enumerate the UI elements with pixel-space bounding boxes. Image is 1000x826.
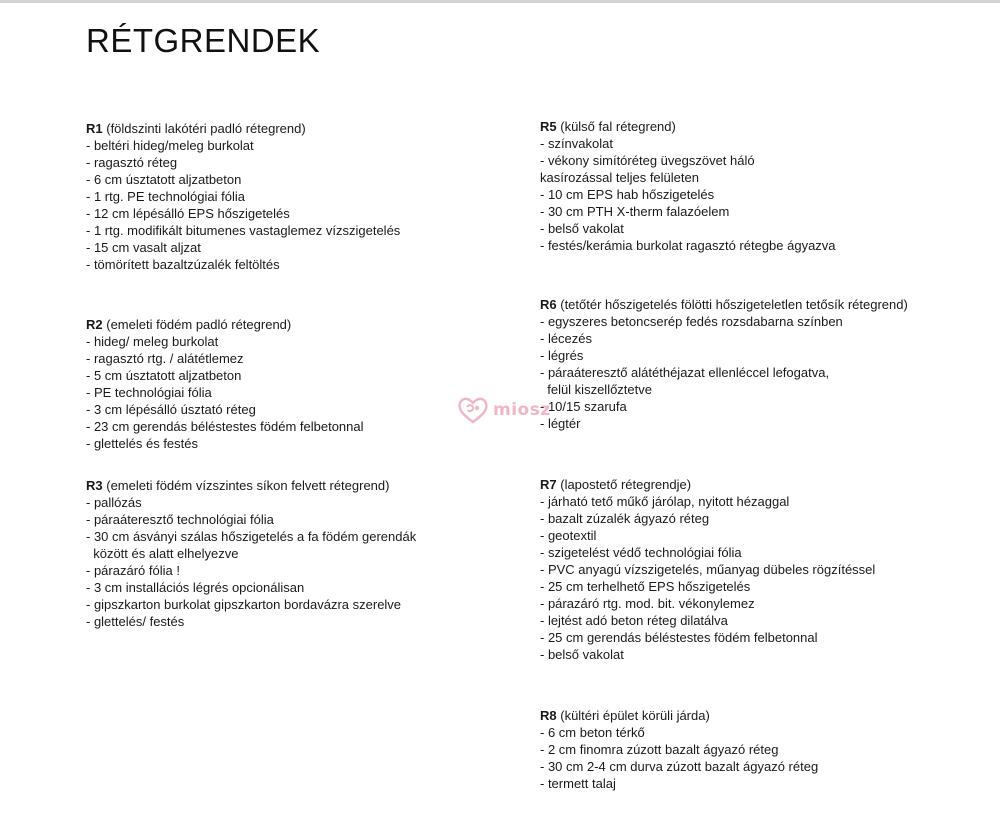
layer-section-r2 [86, 316, 526, 452]
layer-item: - szigetelést védő technológiai fólia [540, 545, 742, 560]
section-description: (tetőtér hőszigetelés fölötti hőszigeteletlen tetősík rétegrend) [556, 297, 908, 312]
layer-item: - 1 rtg. modifikált bitumenes vastaglemez vízszigetelés [86, 223, 401, 238]
section-description: (emeleti födém padló rétegrend) [102, 317, 292, 332]
layer-item: - lejtést adó beton réteg dilatálva [540, 613, 728, 628]
layer-item: - egyszeres betoncserép fedés rozsdabarna színben [540, 314, 843, 329]
layer-item: - PE technológiai fólia [86, 385, 212, 400]
page-title: RÉTGRENDEK [86, 22, 321, 59]
section-code: R1 [86, 121, 103, 136]
layer-item: - glettelés és festés [86, 436, 198, 451]
section-heading [540, 296, 980, 313]
layer-item: - páraáteresztő technológiai fólia [86, 512, 274, 527]
layer-item: - 25 cm terhelhető EPS hőszigetelés [540, 579, 751, 594]
section-heading [540, 476, 980, 493]
layer-list [86, 494, 526, 630]
layer-item: - belső vakolat [540, 221, 624, 236]
layer-section-r7 [540, 476, 980, 663]
layer-list [540, 135, 980, 254]
layer-item: - légtér [540, 416, 581, 431]
section-code: R2 [86, 317, 103, 332]
layer-item: - festés/kerámia burkolat ragasztó rétegbe ágyazva [540, 238, 836, 253]
layer-item: - 5 cm úsztatott aljzatbeton [86, 368, 242, 383]
layer-section-r6 [540, 296, 980, 432]
layer-list [86, 137, 526, 273]
layer-item: - párazáró rtg. mod. bit. vékonylemez [540, 596, 755, 611]
layer-list [540, 724, 980, 792]
section-code: R5 [540, 119, 557, 134]
section-heading [86, 120, 526, 137]
top-border-line [0, 0, 1000, 3]
layer-item: - PVC anyagú vízszigetelés, műanyag dübeles rögzítéssel [540, 562, 876, 577]
watermark [456, 395, 551, 425]
layer-item: - geotextil [540, 528, 597, 543]
layer-item: - bazalt zúzalék ágyazó réteg [540, 511, 710, 526]
layer-list [86, 333, 526, 452]
section-description: (kültéri épület körüli járda) [556, 708, 710, 723]
layer-item: - párazáró fólia ! [86, 563, 180, 578]
section-heading [86, 316, 526, 333]
layer-item: - színvakolat [540, 136, 613, 151]
section-heading [540, 118, 980, 135]
layer-section-r8 [540, 707, 980, 792]
section-description: (külső fal rétegrend) [556, 119, 676, 134]
layer-item: - 15 cm vasalt aljzat [86, 240, 201, 255]
layer-item: - 30 cm PTH X-therm falazóelem [540, 204, 730, 219]
section-description: (földszinti lakótéri padló rétegrend) [102, 121, 306, 136]
layer-item: - 10/15 szarufa [540, 399, 627, 414]
section-code: R3 [86, 478, 103, 493]
layer-list [540, 493, 980, 663]
layer-item: - 23 cm gerendás béléstestes födém felbetonnal [86, 419, 364, 434]
section-heading [86, 477, 526, 494]
layer-item: - 6 cm beton térkő [540, 725, 645, 740]
layer-item: felül kiszellőztetve [540, 382, 652, 397]
section-heading [540, 707, 980, 724]
heart-swirl-logo-icon [456, 395, 490, 425]
layer-item: - 30 cm ásványi szálas hőszigetelés a fa födém gerendák [86, 529, 417, 544]
layer-item: - lécezés [540, 331, 593, 346]
layer-item: kasírozással teljes felületen [540, 170, 699, 185]
layer-section-r1 [86, 120, 526, 273]
layer-item: - 12 cm lépésálló EPS hőszigetelés [86, 206, 290, 221]
layer-item: - ragasztó rtg. / alátétlemez [86, 351, 244, 366]
layer-section-r5 [540, 118, 980, 254]
layer-list [540, 313, 980, 432]
layer-item: - 30 cm 2-4 cm durva zúzott bazalt ágyazó réteg [540, 759, 819, 774]
layer-item: - 6 cm úsztatott aljzatbeton [86, 172, 242, 187]
layer-item: között és alatt elhelyezve [86, 546, 239, 561]
layer-item: - 10 cm EPS hab hőszigetelés [540, 187, 715, 202]
section-description: (emeleti födém vízszintes síkon felvett rétegrend) [102, 478, 390, 493]
section-code: R6 [540, 297, 557, 312]
layer-item: - hideg/ meleg burkolat [86, 334, 219, 349]
layer-item: - 2 cm finomra zúzott bazalt ágyazó réteg [540, 742, 779, 757]
layer-section-r3 [86, 477, 526, 630]
layer-item: - páraáteresztő alátéthéjazat ellenléccel lefogatva, [540, 365, 830, 380]
section-code: R7 [540, 477, 557, 492]
watermark-text: miosz [493, 400, 551, 420]
layer-item: - termett talaj [540, 776, 616, 791]
layer-item: - 25 cm gerendás béléstestes födém felbetonnal [540, 630, 818, 645]
layer-item: - légrés [540, 348, 584, 363]
layer-item: - gipszkarton burkolat gipszkarton bordavázra szerelve [86, 597, 402, 612]
layer-item: - belső vakolat [540, 647, 624, 662]
section-description: (lapostető rétegrendje) [556, 477, 692, 492]
layer-item: - pallózás [86, 495, 142, 510]
layer-item: - tömörített bazaltzúzalék feltöltés [86, 257, 280, 272]
layer-item: - ragasztó réteg [86, 155, 178, 170]
layer-item: - járható tető műkő járólap, nyitott hézaggal [540, 494, 790, 509]
layer-item: - beltéri hideg/meleg burkolat [86, 138, 254, 153]
layer-item: - 3 cm lépésálló úsztató réteg [86, 402, 256, 417]
layer-item: - 3 cm installációs légrés opcionálisan [86, 580, 305, 595]
layer-item: - vékony simítóréteg üvegszövet háló [540, 153, 755, 168]
section-code: R8 [540, 708, 557, 723]
layer-item: - 1 rtg. PE technológiai fólia [86, 189, 245, 204]
layer-item: - glettelés/ festés [86, 614, 185, 629]
